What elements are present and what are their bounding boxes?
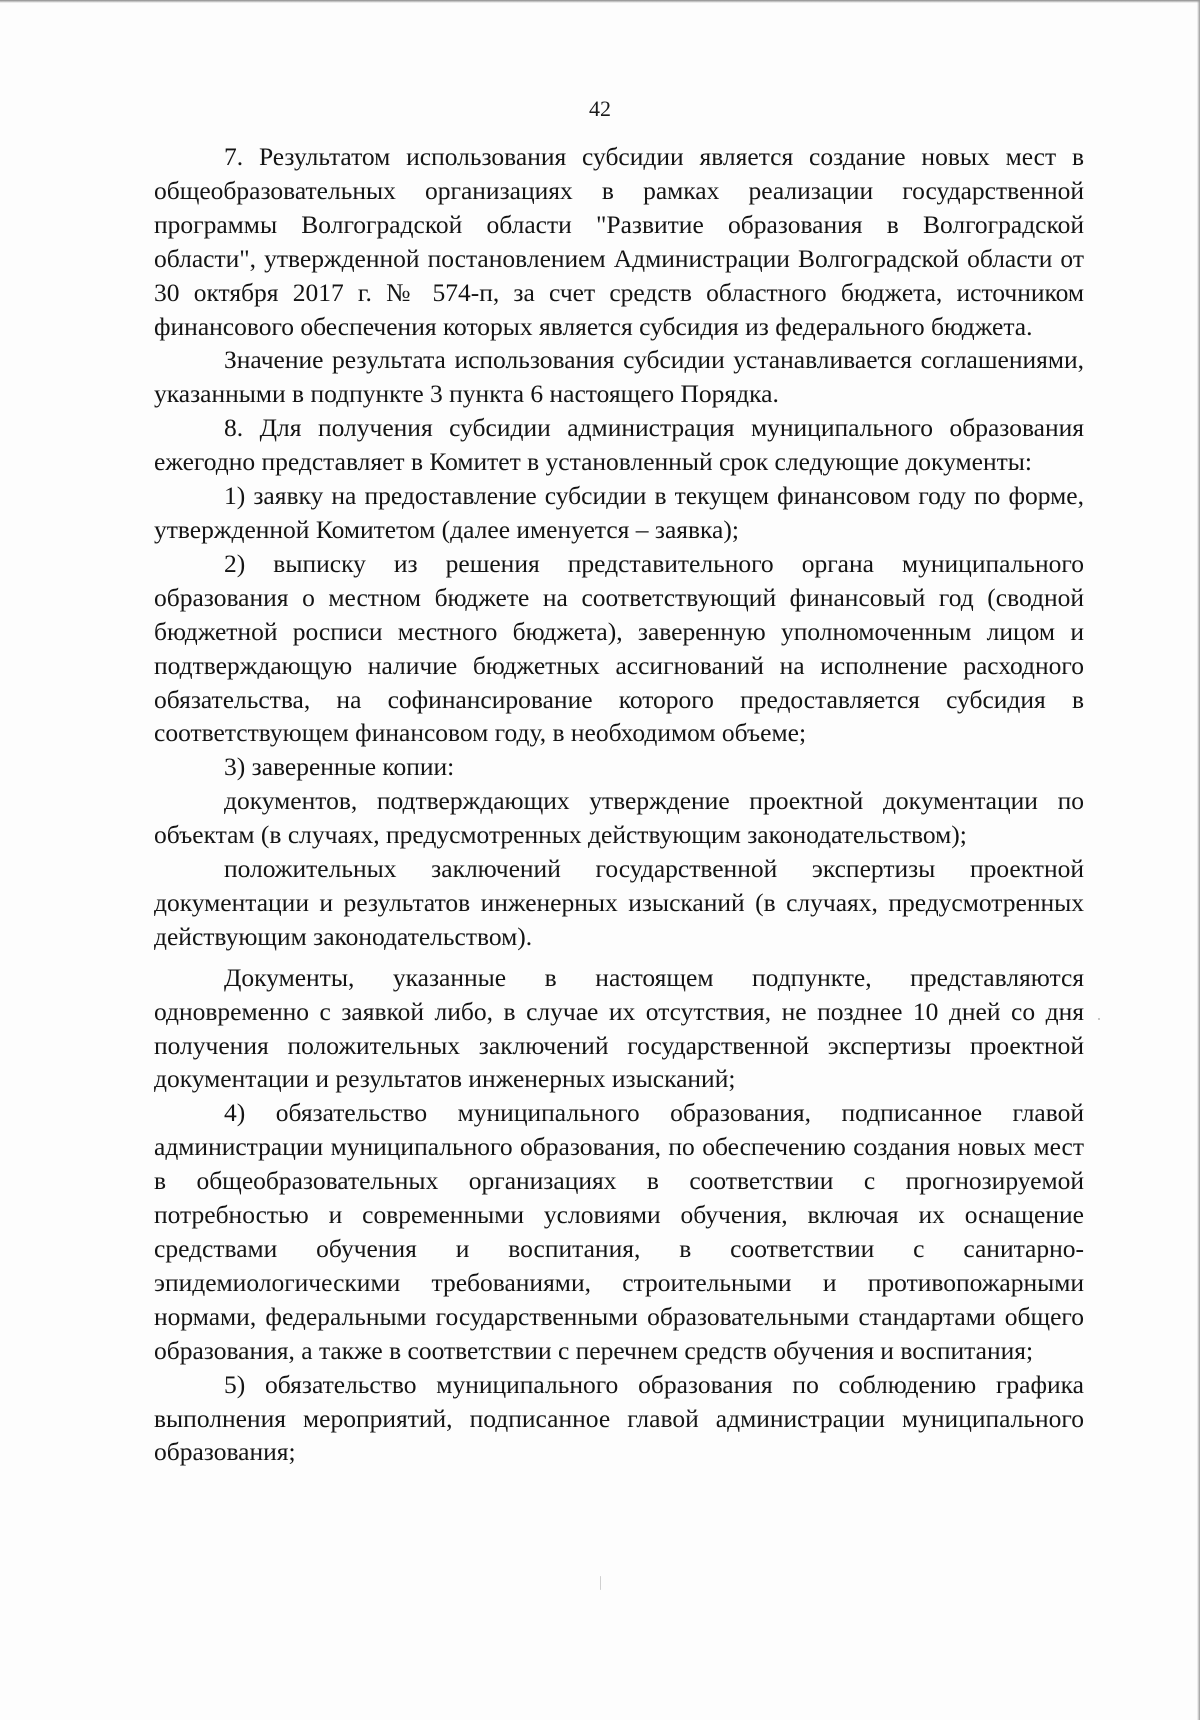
scan-speck bbox=[600, 1576, 601, 1590]
paragraph-expert-conclusions: положительных заключений государственной экспертизы проектной документации и результатов инженерных изысканий (в случаях, предусмотренных действующим законодательством). bbox=[154, 854, 1084, 951]
paragraph-item-2-budget-extract: 2) выписку из решения представительного органа муниципального образования о местном бюджете на соответствующий финансовый год (сводной бюджетной росписи местного бюджета), заверенную уполномоченным лицом и подтверждающую наличие бюджетных ассигнований на исполнение расходного обязательства, на софинансирование которого предоставляется субсидия в соответствующем финансовом году, в необходимом объеме; bbox=[154, 548, 1084, 748]
paragraph-item-4-obligation: 4) обязательство муниципального образования, подписанное главой администрации муниципального образования, по обеспечению создания новых мест в общеобразовательных организациях в соответствии с прогнозируемой потребностью и современными условиями обучения, включая их оснащение средствами обучения и воспитания, в соответствии с санитарно-эпидемиологическими требованиями, строительными и противопожарными нормами, федеральными государственными образовательными стандартами общего образования, а также в соответствии с перечнем средств обучения и воспитания; bbox=[154, 1098, 1084, 1365]
paragraph-result-of-subsidy: 7. Результатом использования субсидии является создание новых мест в общеобразовательных организациях в рамках реализации государственной программы Волгоградской области "Развитие образования в Волгоградской области", утвержденной постановлением Администрации Волгоградской области от 30 октября 2017 г. № 574-п, за счет средств областного бюджета, источником финансового обеспечения которых является субсидия из федерального бюджета. bbox=[154, 142, 1084, 341]
page-number: 42 bbox=[589, 96, 611, 121]
paragraph-result-value: Значение результата использования субсидии устанавливается соглашениями, указанными в подпункте 3 пункта 6 настоящего Порядка. bbox=[154, 345, 1084, 409]
document-body bbox=[154, 140, 1084, 1469]
scan-edge-top bbox=[0, 0, 1200, 3]
paragraph-project-documentation: документов, подтверждающих утверждение проектной документации по объектам (в случаях, предусмотренных действующим законодательством); bbox=[154, 786, 1084, 850]
scan-speck bbox=[1098, 1018, 1100, 1020]
paragraph-submission-deadline: Документы, указанные в настоящем подпункте, представляются одновременно с заявкой либо, в случае их отсутствия, не позднее 10 дней со дня получения положительных заключений государственной экспертизы проектной документации и результатов инженерных изысканий; bbox=[154, 962, 1084, 1094]
paragraph-required-documents: 8. Для получения субсидии администрация муниципального образования ежегодно представляет в Комитет в установленный срок следующие документы: bbox=[154, 413, 1084, 477]
paragraph-item-3-certified-copies: 3) заверенные копии: bbox=[224, 752, 455, 782]
paragraph-item-1-application: 1) заявку на предоставление субсидии в текущем финансовом году по форме, утвержденной Комитетом (далее именуется – заявка); bbox=[154, 481, 1084, 544]
paragraph-item-5-schedule-obligation: 5) обязательство муниципального образования по соблюдению графика выполнения мероприятий, подписанное главой администрации муниципального образования; bbox=[154, 1369, 1084, 1467]
